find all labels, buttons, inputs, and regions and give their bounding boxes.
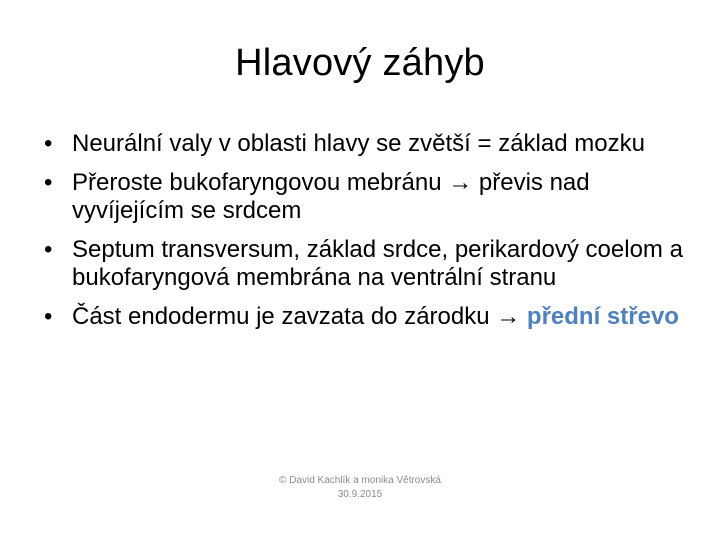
bullet-text: Část endodermu je zavzata do zárodku →	[72, 303, 527, 330]
footer-copyright: © David Kachlík a monika Větrovská	[279, 475, 441, 486]
footer	[0, 474, 720, 502]
bullet-item	[44, 130, 684, 158]
bullet-dot-icon: •	[44, 169, 53, 196]
bullet-item	[44, 303, 684, 331]
bullet-dot-icon: •	[44, 236, 53, 263]
bullet-dot-icon: •	[44, 130, 53, 157]
bullet-dot-icon: •	[44, 303, 53, 330]
bullet-text: Neurální valy v oblasti hlavy se zvětší = základ mozku	[72, 130, 645, 157]
bullet-text: Septum transversum, základ srdce, perikardový coelom a bukofaryngová membrána na ventrální stranu	[72, 236, 683, 291]
footer-date: 30.9.2015	[337, 489, 383, 500]
bullet-list	[44, 130, 684, 342]
bullet-text: Přeroste bukofaryngovou mebránu → převis nad vyvíjejícím se srdcem	[72, 169, 590, 224]
bullet-item	[44, 169, 684, 225]
bullet-item	[44, 236, 684, 292]
slide-title: Hlavový záhyb	[235, 42, 485, 84]
highlight-term: přední střevo	[526, 303, 679, 330]
